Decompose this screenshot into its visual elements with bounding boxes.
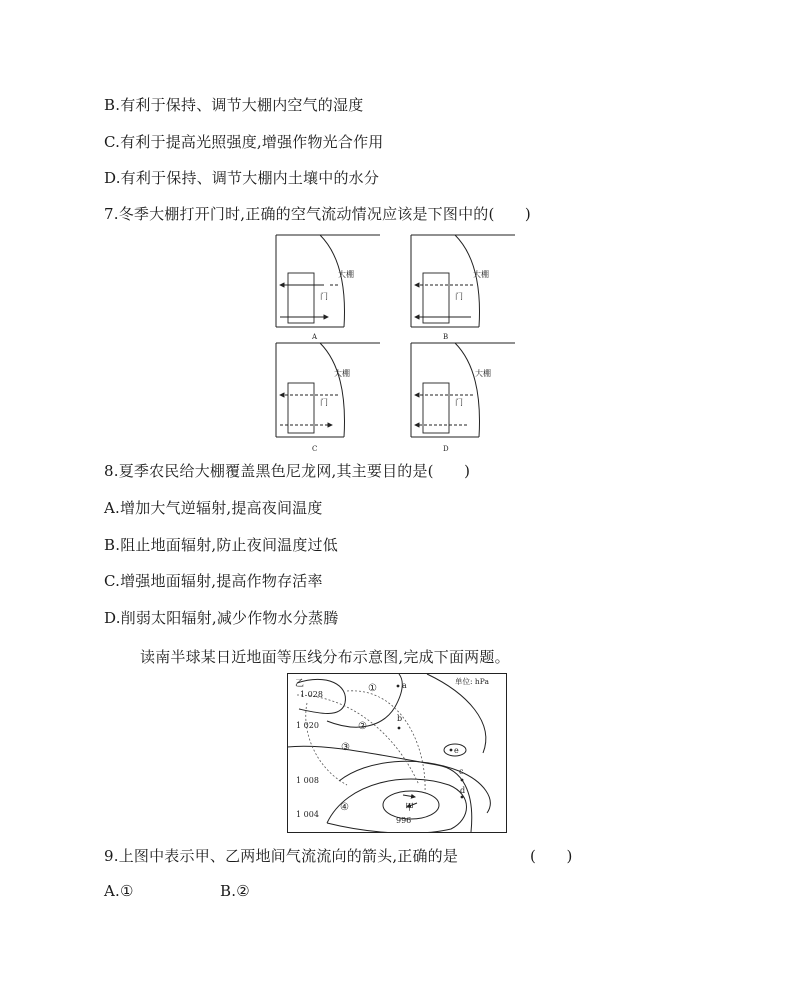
panel-b <box>411 235 515 341</box>
door-label-a: 门 <box>320 292 328 301</box>
isobar-label-1020: 1 020 <box>296 721 319 730</box>
panel-label-a: A <box>312 333 318 341</box>
point-b-dot <box>398 727 401 730</box>
q9-answer-paren: ( ) <box>530 847 573 865</box>
q9-option-a: A.① <box>104 882 134 900</box>
place-yi: 乙 <box>295 679 305 689</box>
door-label-c: 门 <box>320 398 328 407</box>
q8-option-b: B.阻止地面辐射,防止夜间温度过低 <box>104 536 338 554</box>
arrow-label-4: ④ <box>340 802 349 813</box>
point-label-a: a <box>402 681 407 690</box>
q6-option-c: C.有利于提高光照强度,增强作物光合作用 <box>104 133 384 151</box>
arrow-label-3: ③ <box>341 742 350 753</box>
greenhouse-airflow-figure <box>270 233 522 455</box>
panel-label-d: D <box>443 445 449 453</box>
greenhouse-label-a: 大棚 <box>338 270 354 279</box>
q8-option-c: C.增强地面辐射,提高作物存活率 <box>104 572 323 590</box>
q6-option-b: B.有利于保持、调节大棚内空气的湿度 <box>104 96 364 114</box>
point-a-dot <box>397 685 400 688</box>
greenhouse-label-b: 大棚 <box>473 270 489 279</box>
point-d-dot <box>461 796 464 799</box>
place-jia: 甲 <box>405 803 415 813</box>
isobar-label-1028: 1 028 <box>300 690 323 699</box>
point-label-c: c <box>459 767 464 776</box>
greenhouse-label-c: 大棚 <box>334 369 350 378</box>
arrow-label-2: ② <box>358 721 367 732</box>
point-c-dot <box>461 779 464 782</box>
q7-stem: 7.冬季大棚打开门时,正确的空气流动情况应该是下图中的( ) <box>104 205 531 223</box>
isobar-label-996: 996 <box>396 816 412 825</box>
panel-label-b: B <box>443 333 449 341</box>
isobar-label-1004: 1 004 <box>296 810 319 819</box>
isobar-map <box>287 673 507 833</box>
q8-stem: 8.夏季农民给大棚覆盖黑色尼龙网,其主要目的是( ) <box>104 462 471 480</box>
q9-stem: 9.上图中表示甲、乙两地间气流流向的箭头,正确的是 <box>104 847 459 865</box>
q9-option-b: B.② <box>220 882 250 900</box>
q8-option-a: A.增加大气逆辐射,提高夜间温度 <box>104 499 323 517</box>
panel-label-c: C <box>312 445 318 453</box>
door-label-d: 门 <box>455 398 463 407</box>
panel-c <box>276 343 380 453</box>
point-label-e: e <box>454 746 459 755</box>
point-label-b: b <box>397 714 403 723</box>
panel-a <box>276 235 380 341</box>
point-e-dot <box>450 749 453 752</box>
isobar-label-1008: 1 008 <box>296 776 319 785</box>
panel-d <box>411 343 515 453</box>
section-intro: 读南半球某日近地面等压线分布示意图,完成下面两题。 <box>140 648 510 666</box>
point-label-d: d <box>460 786 466 795</box>
door-label-b: 门 <box>455 292 463 301</box>
arrow-label-1: ① <box>368 683 377 694</box>
q6-option-d: D.有利于保持、调节大棚内土壤中的水分 <box>104 169 380 187</box>
greenhouse-label-d: 大棚 <box>475 369 491 378</box>
unit-label: 单位: hPa <box>455 677 489 686</box>
q8-option-d: D.削弱太阳辐射,减少作物水分蒸腾 <box>104 609 339 627</box>
